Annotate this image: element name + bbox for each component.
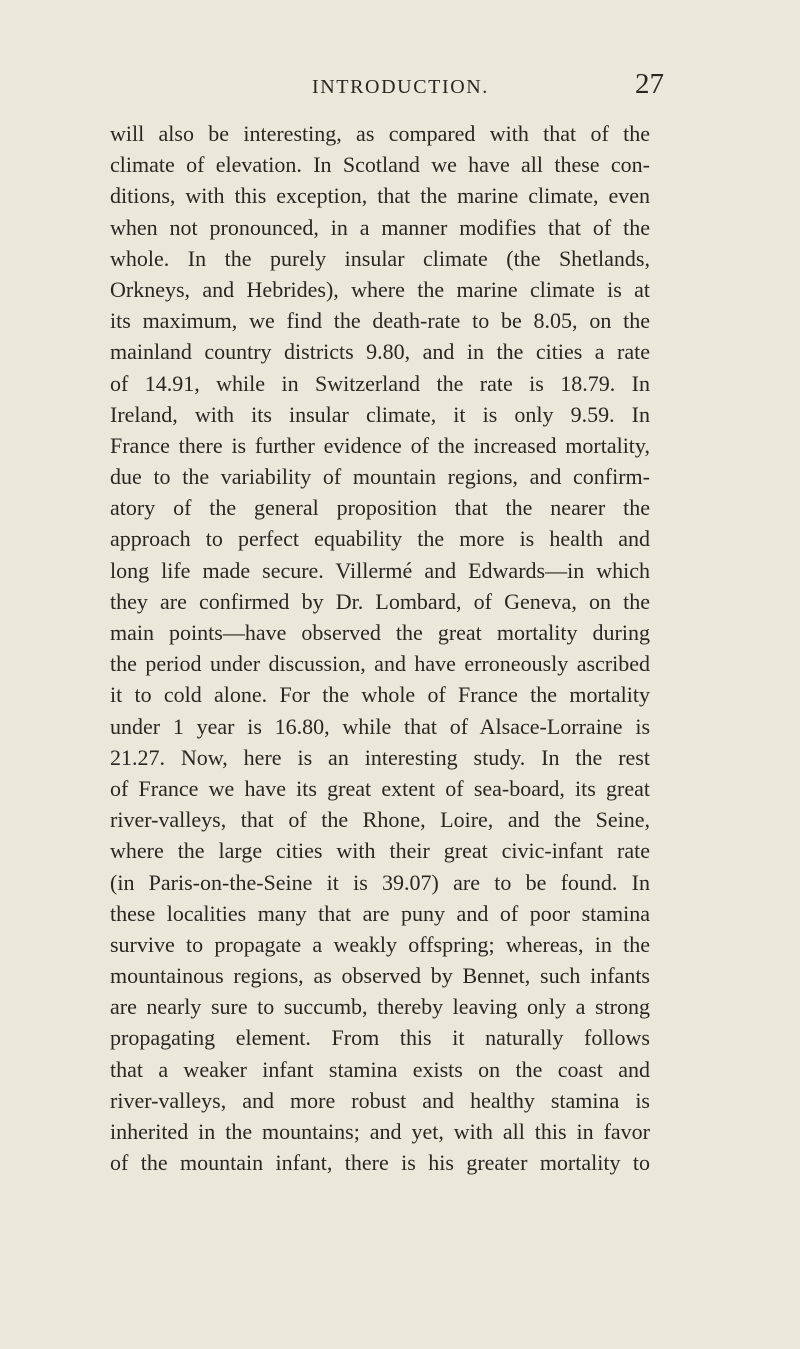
text-line: that a weaker infant stamina exists on the coast and [110, 1056, 650, 1082]
text-line: they are confirmed by Dr. Lombard, of Geneva, on the [110, 588, 650, 614]
text-line: of France we have its great extent of sea-board, its great [110, 775, 650, 801]
text-line: are nearly sure to succumb, thereby leaving only a strong [110, 994, 650, 1020]
text-line: survive to propagate a weakly offspring; whereas, in the [110, 931, 650, 957]
text-line: these localities many that are puny and of poor stamina [110, 900, 650, 926]
text-line: river-valleys, that of the Rhone, Loire, and the Seine, [110, 807, 650, 833]
text-line: approach to perfect equability the more is health and [110, 526, 650, 552]
text-line: when not pronounced, in a manner modifies that of the [110, 214, 650, 240]
text-line: inherited in the mountains; and yet, with all this in favor [110, 1119, 650, 1144]
text-line: Orkneys, and Hebrides), where the marine climate is at [110, 276, 650, 302]
running-head-title: INTRODUCTION. [312, 76, 489, 98]
text-line: under 1 year is 16.80, while that of Alsace-Lorraine is [110, 713, 650, 739]
text-line: will also be interesting, as compared with that of the [110, 121, 650, 146]
text-line: main points—have observed the great mortality during [110, 620, 650, 645]
text-line: ditions, with this exception, that the marine climate, even [110, 183, 650, 209]
page-number: 27 [635, 68, 664, 100]
text-line: of the mountain infant, there is his greater mortality to [110, 1150, 650, 1176]
text-line: mountainous regions, as observed by Bennet, such infants [110, 963, 650, 989]
text-line: Ireland, with its insular climate, it is only 9.59. In [110, 401, 650, 427]
text-line: whole. In the purely insular climate (the Shetlands, [110, 245, 650, 271]
text-line: its maximum, we find the death-rate to be 8.05, on the [110, 308, 650, 334]
text-line: France there is further evidence of the increased mortality, [110, 432, 650, 458]
text-line: the period under discussion, and have erroneously ascribed [110, 651, 650, 677]
text-line: propagating element. From this it naturally follows [110, 1025, 650, 1051]
text-line: climate of elevation. In Scotland we have all these con- [110, 152, 650, 178]
text-line: river-valleys, and more robust and healthy stamina is [110, 1087, 650, 1113]
text-line: of 14.91, while in Switzerland the rate is 18.79. In [110, 370, 650, 396]
text-line: 21.27. Now, here is an interesting study. In the rest [110, 744, 650, 770]
text-line: where the large cities with their great civic-infant rate [110, 838, 650, 864]
text-line: due to the variability of mountain regions, and confirm- [110, 464, 650, 490]
text-line: atory of the general proposition that the nearer the [110, 495, 650, 521]
body-paragraph [110, 118, 650, 1178]
text-line: long life made secure. Villermé and Edwards—in which [110, 557, 650, 583]
text-line: it to cold alone. For the whole of France the mortality [110, 682, 650, 708]
text-line: (in Paris-on-the-Seine it is 39.07) are to be found. In [110, 869, 650, 895]
text-line: mainland country districts 9.80, and in the cities a rate [110, 339, 650, 365]
